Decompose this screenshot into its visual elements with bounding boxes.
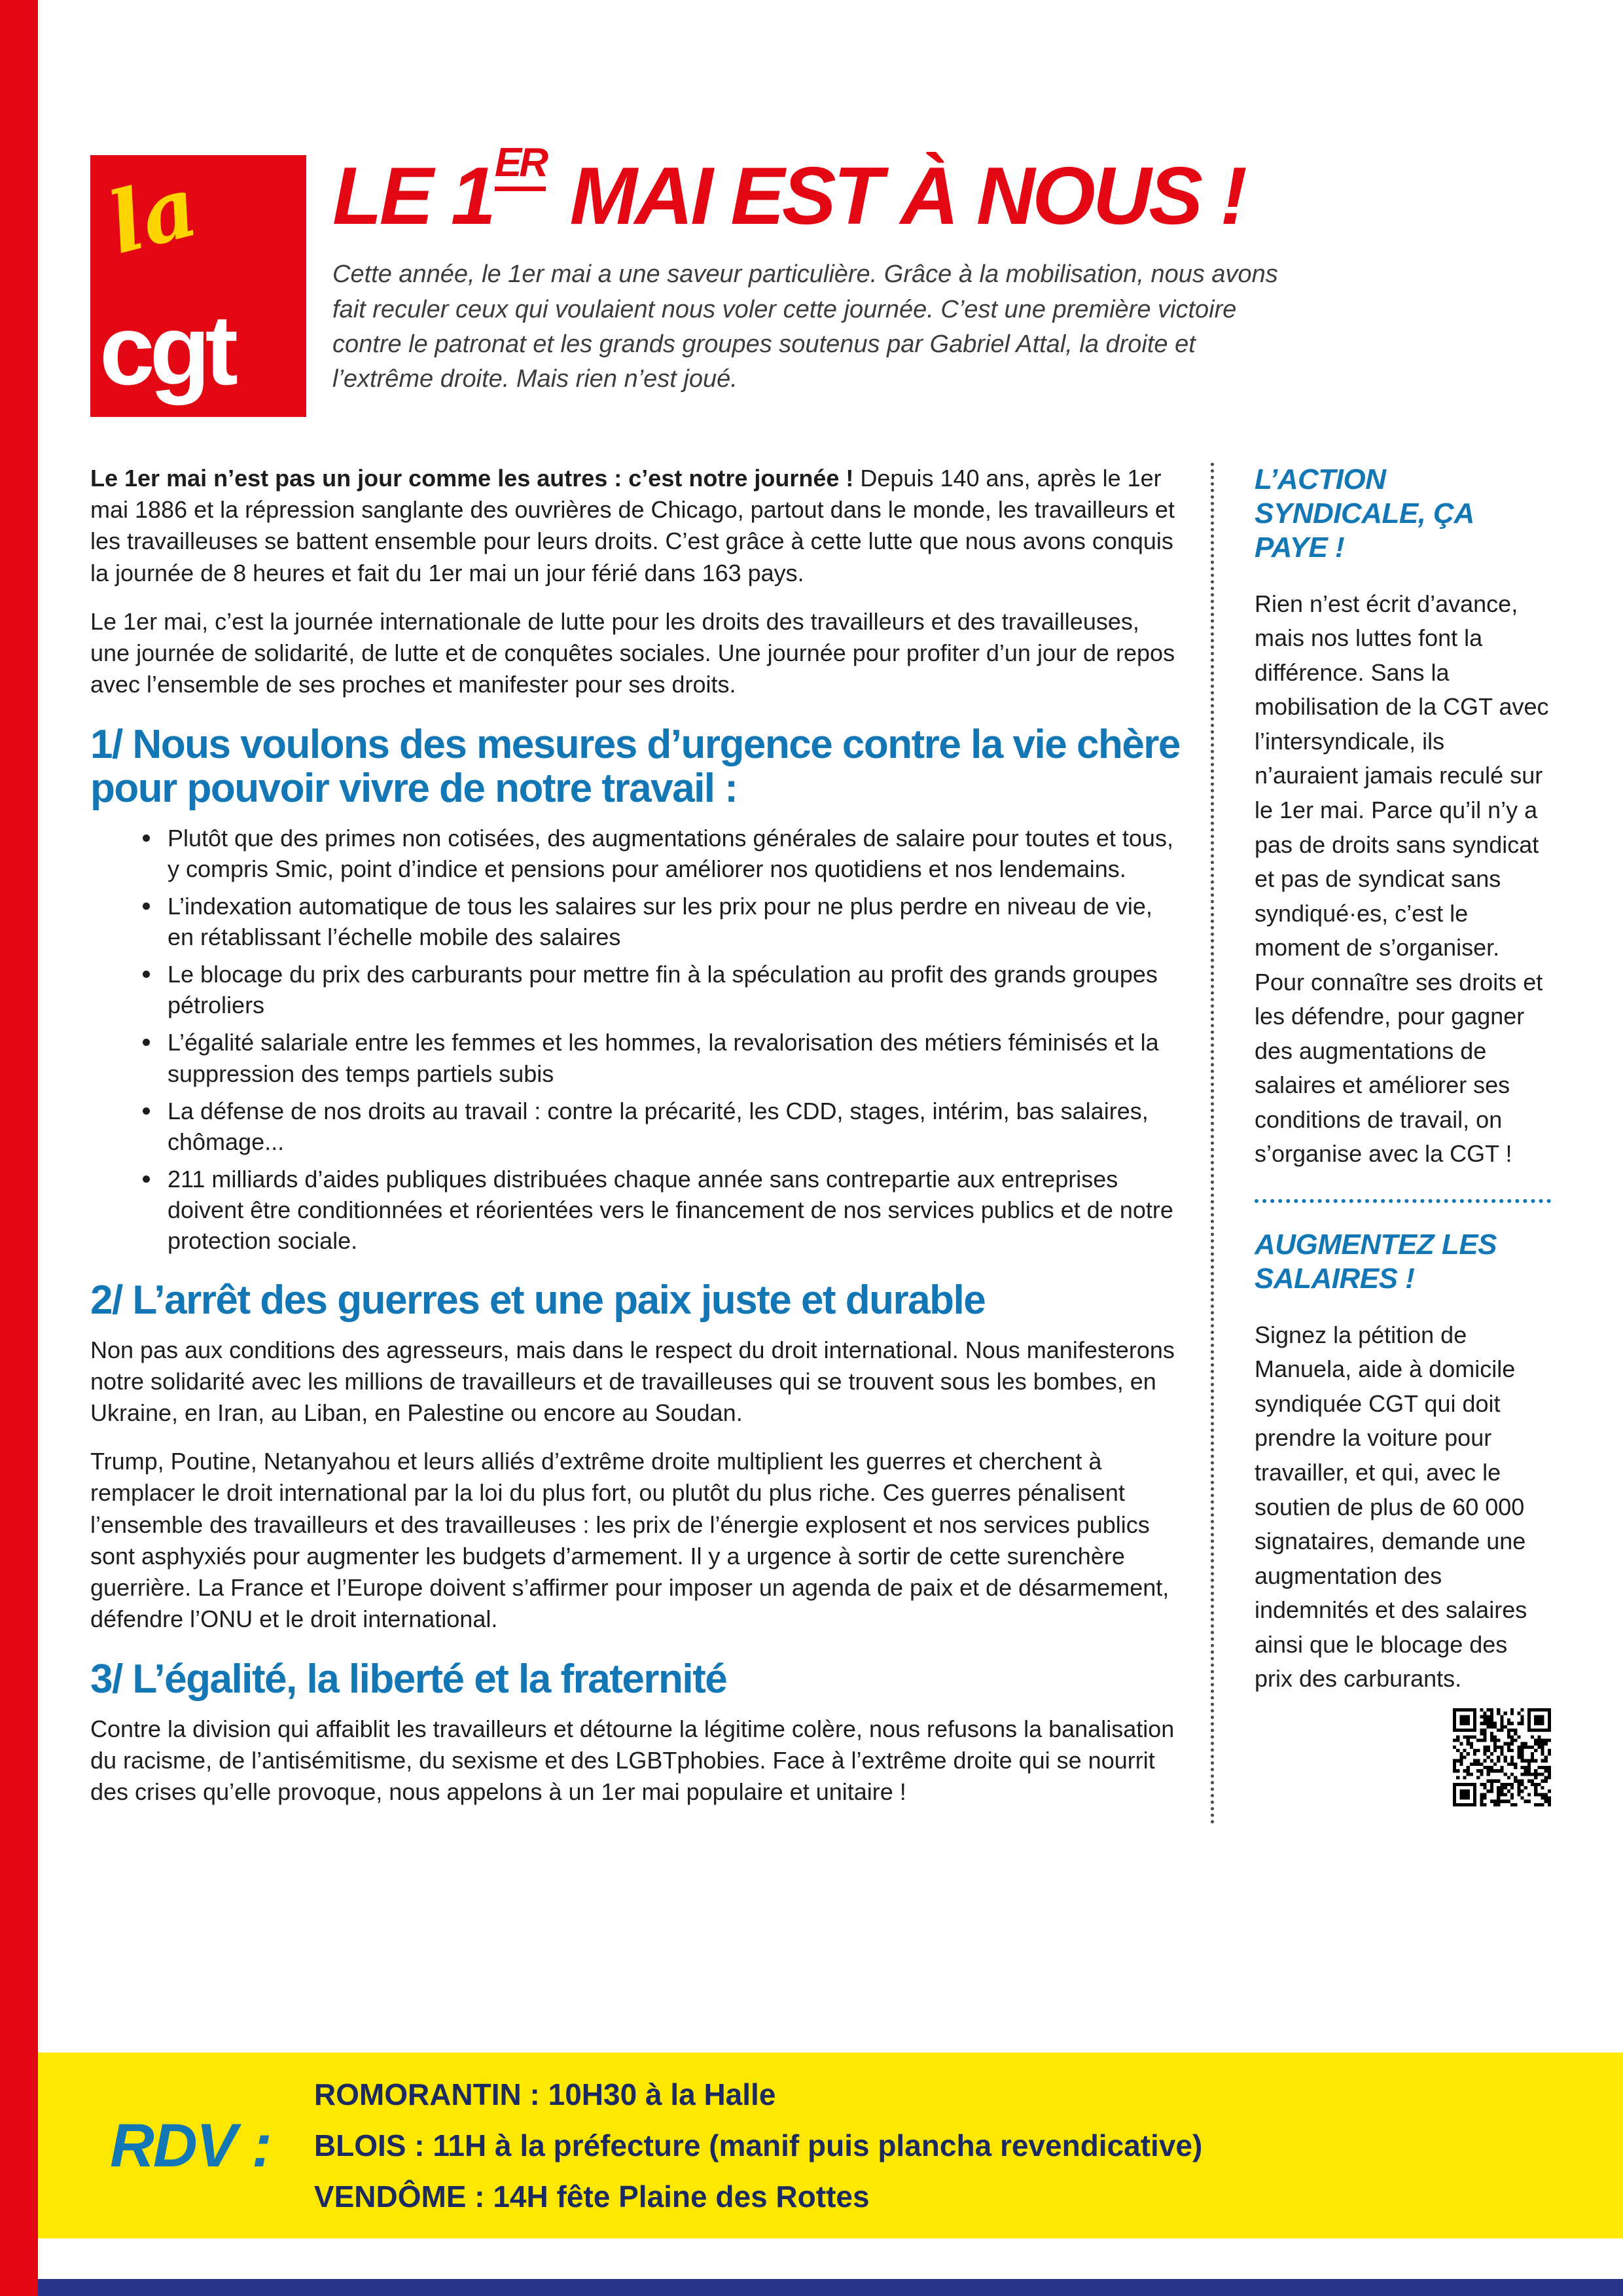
sidebar-heading-augmentez-salaires: AUGMENTEZ LES SALAIRES !: [1255, 1229, 1497, 1295]
rdv-line-vendome: VENDÔME : 14H fête Plaine des Rottes: [313, 2179, 870, 2214]
dotted-separator: [1255, 1199, 1551, 1203]
sidebar: [1211, 463, 1551, 1825]
sidebar-heading-action-syndicale: L’ACTION SYNDICALE, ÇA PAYE !: [1255, 463, 1474, 564]
lead-bold: Le 1er mai n’est pas un jour comme les autres : c’est notre journée !: [90, 465, 854, 492]
left-red-strip: [0, 0, 38, 2296]
cgt-logo-cgt: cgt: [99, 295, 233, 406]
main-column: [90, 463, 1211, 1825]
petition-block: [1255, 1318, 1551, 1806]
bullet-item: Plutôt que des primes non cotisées, des augmentations générales de salaire pour toutes et tous, y compris Smic, point d’indice et pensions pour améliorer nos quotidiens et nos lendemains.: [143, 823, 1182, 884]
lead-rest: Depuis 140 ans, après le 1er mai 1886 et la répression sanglante des ouvrières de Chicago, partout dans le monde, les travailleurs et les travailleuses se battent ensemble pour leurs droits. C’est grâce à cette lutte que nous avons conquis la journée de 8 heures et fait du 1er mai un jour férié dans 163 pays.: [90, 465, 1175, 586]
bullet-item: L’indexation automatique de tous les salaires sur les prix pour ne plus perdre en niveau de vie, en rétablissant l’échelle mobile des salaires: [143, 891, 1182, 952]
footer-strip: [0, 2279, 1623, 2296]
sidebar-text-petition: Signez la pétition de Manuela, aide à domicile syndiquée CGT qui doit prendre la voiture pour travailler, et qui, avec le soutien de plus de 60 000 signataires, demande une augmentation des indemnités et des salaires ainsi que le blocage des prix des carburants.: [1255, 1321, 1527, 1693]
section-2-paragraph-1: Non pas aux conditions des agresseurs, mais dans le respect du droit international. Nous manifesterons notre solidarité avec les millions de travailleurs et de travailleuses qui se trouvent sous les bombes, en Ukraine, en Iran, au Liban, en Palestine ou encore au Soudan.: [90, 1336, 1175, 1426]
cgt-logo: [90, 155, 306, 417]
rdv-label: RDV :: [110, 2111, 271, 2179]
paragraph-may-day: Le 1er mai, c’est la journée internationale de lutte pour les droits des travailleurs et des travailleuses, une journée de solidarité, de lutte et de conquêtes sociales. Une journée pour profiter d’un jour de repos avec l’ensemble de ses proches et manifester pour ses droits.: [90, 607, 1175, 698]
section-1-bullet-list: [90, 823, 1182, 1257]
cgt-logo-la: la: [99, 157, 207, 274]
title-ordinal-superscript: ER: [495, 140, 546, 191]
header-text-block: [332, 139, 1551, 397]
bullet-item: L’égalité salariale entre les femmes et les hommes, la revalorisation des métiers féminisés et la suppression des temps partiels subis: [143, 1027, 1182, 1088]
section-1-heading: 1/ Nous voulons des mesures d’urgence contre la vie chère pour pouvoir vivre de notre travail :: [90, 721, 1180, 811]
section-2-heading: 2/ L’arrêt des guerres et une paix juste et durable: [90, 1277, 986, 1323]
title-pre: LE 1: [332, 151, 493, 242]
page-title: [332, 139, 1551, 242]
intro-paragraph: Cette année, le 1er mai a une saveur particulière. Grâce à la mobilisation, nous avons fait reculer ceux qui voulaient nous voler cette journée. C’est une première victoire contre le patronat et les grands groupes soutenus par Gabriel Attal, la droite et l’extrême droite. Mais rien n’est joué.: [332, 260, 1278, 393]
bullet-item: Le blocage du prix des carburants pour mettre fin à la spéculation au profit des grands groupes pétroliers: [143, 959, 1182, 1020]
rdv-lines: [314, 2069, 1202, 2223]
bullet-item: 211 milliards d’aides publiques distribuées chaque année sans contrepartie aux entreprises doivent être conditionnées et réorientées vers le financement de nos services publics et de notre protection sociale.: [143, 1164, 1182, 1256]
lead-paragraph: [90, 463, 1182, 589]
section-3-paragraph: Contre la division qui affaiblit les travailleurs et détourne la légitime colère, nous refusons la banalisation du racisme, de l’antisémitisme, du sexisme et des LGBTphobies. Face à l’extrême droite qui se nourrit des crises qu’elle provoque, nous appelons à un 1er mai populaire et unitaire !: [90, 1715, 1175, 1806]
section-2-paragraph-2: Trump, Poutine, Netanyahou et leurs alliés d’extrême droite multiplient les guerres et cherchent à remplacer le droit international par la loi du plus fort, ou plutôt du plus riche. Ces guerres pénalisent l’ensemble des travailleurs et des travailleuses : les prix de l’énergie explosent et nos services publics sont asphyxiés pour augmenter les budgets d’armement. Il y a urgence à sortir de cette surenchère guerrière. La France et l’Europe doivent s’affirmer pour imposer un agenda de paix et de désarmement, défendre l’ONU et le droit international.: [90, 1448, 1169, 1633]
content-columns: [0, 463, 1623, 1825]
rdv-line-blois: BLOIS : 11H à la préfecture (manif puis plancha revendicative): [313, 2128, 1203, 2162]
rdv-line-romorantin: ROMORANTIN : 10H30 à la Halle: [313, 2077, 776, 2111]
section-3-heading: 3/ L’égalité, la liberté et la fraternité: [90, 1656, 727, 1702]
qr-code: [1453, 1708, 1551, 1806]
header: [0, 0, 1623, 417]
sidebar-text-action-syndicale: Rien n’est écrit d’avance, mais nos luttes font la différence. Sans la mobilisation de la CGT avec l’intersyndicale, ils n’auraient jamais reculé sur le 1er mai. Parce qu’il n’y a pas de droits sans syndicat et pas de syndicat sans syndiqué·es, c’est le moment de s’organiser. Pour connaître ses droits et les défendre, pour gagner des augmentations de salaires et améliorer ses conditions de travail, on s’organise avec la CGT !: [1255, 590, 1549, 1168]
title-post: MAI EST À NOUS !: [550, 151, 1245, 242]
rdv-banner: [0, 2053, 1623, 2238]
bullet-item: La défense de nos droits au travail : contre la précarité, les CDD, stages, intérim, bas salaires, chômage...: [143, 1096, 1182, 1157]
